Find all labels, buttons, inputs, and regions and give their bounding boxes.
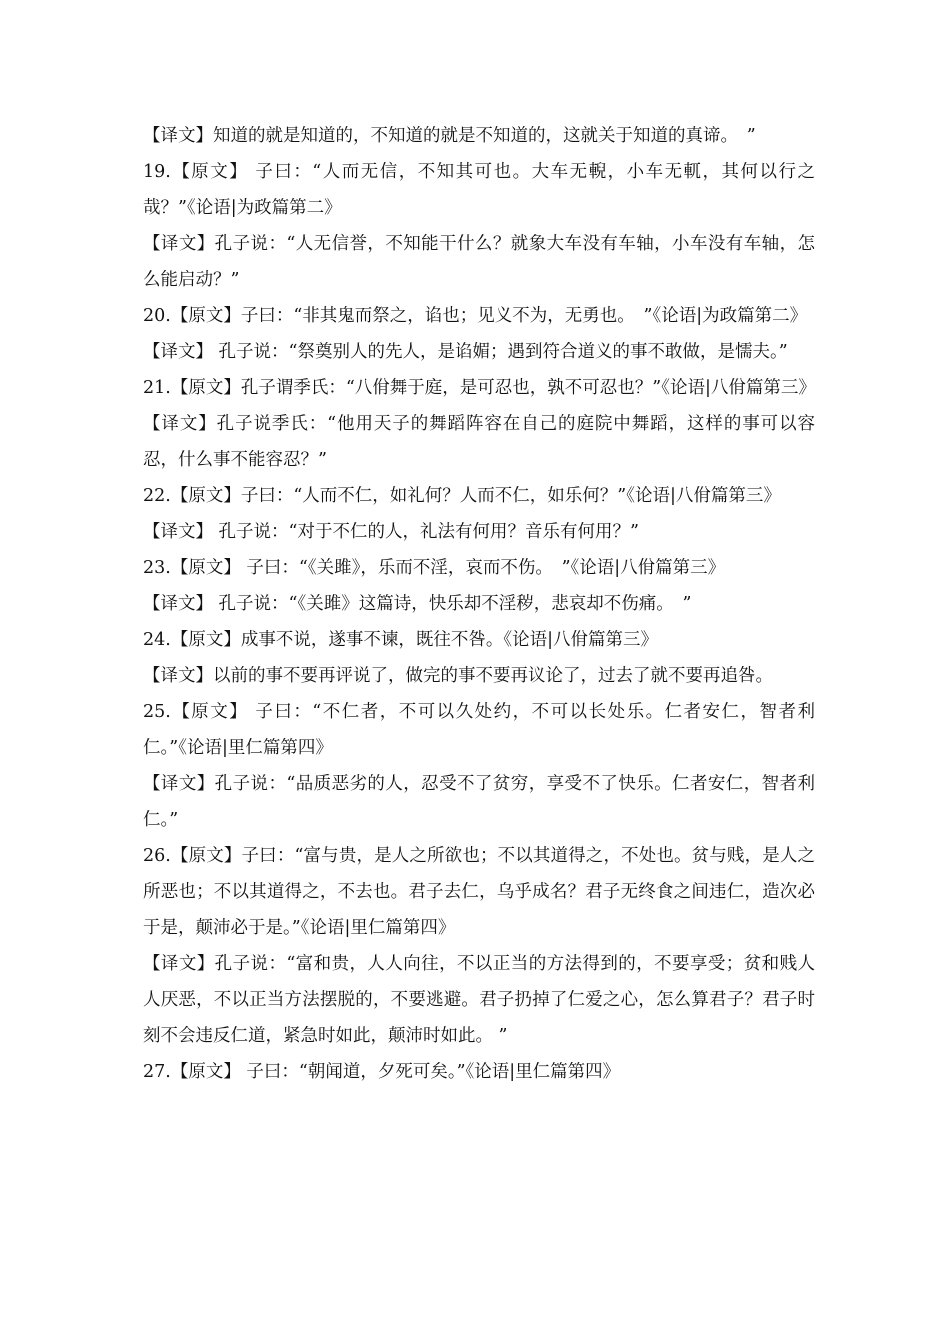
original-paragraph-27: 27.【原文】 子曰：“朝闻道，夕死可矣。”《论语|里仁篇第四》 [143,1062,621,1082]
original-paragraph-20: 20.【原文】子曰：“非其鬼而祭之，谄也；见义不为，无勇也。 ”《论语|为政篇第二》 [143,306,808,326]
original-paragraph-25: 25.【原文】 子曰：“不仁者，不可以久处约，不可以长处乐。仁者安仁，智者利仁。”《论语|里仁篇第四》 [143,702,815,758]
original-paragraph-19: 19.【原文】 子曰：“人而无信，不知其可也。大车无輗，小车无軏，其何以行之哉？”《论语|为政篇第二》 [143,162,815,218]
original-paragraph-23: 23.【原文】 子曰：“《关雎》，乐而不淫，哀而不伤。 ”《论语|八佾篇第三》 [143,558,726,578]
translation-paragraph-22: 【译文】 孔子说：“对于不仁的人，礼法有何用？音乐有何用？” [143,522,639,542]
translation-paragraph-18: 【译文】知道的就是知道的，不知道的就是不知道的，这就关于知道的真谛。 ” [143,126,756,146]
translation-paragraph-26: 【译文】孔子说：“富和贵，人人向往，不以正当的方法得到的，不要享受；贫和贱人人厌恶，不以正当方法摆脱的，不要逃避。君子扔掉了仁爱之心，怎么算君子？君子时刻不会违反仁道，紧急时如此，颠沛时如此。 ” [143,954,815,1046]
translation-paragraph-19: 【译文】孔子说：“人无信誉，不知能干什么？就象大车没有车轴，小车没有车轴，怎么能启动？” [143,234,815,290]
original-paragraph-21: 21.【原文】孔子谓季氏：“八佾舞于庭，是可忍也，孰不可忍也？”《论语|八佾篇第三》 [143,378,816,398]
original-paragraph-24: 24.【原文】成事不说，遂事不谏，既往不咎。《论语|八佾篇第三》 [143,630,658,650]
translation-paragraph-20: 【译文】 孔子说：“祭奠别人的先人，是谄媚；遇到符合道义的事不敢做，是懦夫。” [143,342,788,362]
original-paragraph-22: 22.【原文】子曰：“人而不仁，如礼何？人而不仁，如乐何？”《论语|八佾篇第三》 [143,486,781,506]
original-paragraph-26: 26.【原文】子曰：“富与贵，是人之所欲也；不以其道得之，不处也。贫与贱，是人之所恶也；不以其道得之，不去也。君子去仁，乌乎成名？君子无终食之间违仁，造次必于是，颠沛必于是。”《论语|里仁篇第四》 [143,846,815,938]
translation-paragraph-25: 【译文】孔子说：“品质恶劣的人，忍受不了贫穷，享受不了快乐。仁者安仁，智者利仁。” [143,774,815,830]
translation-paragraph-24: 【译文】以前的事不要再评说了，做完的事不要再议论了，过去了就不要再追咎。 [143,666,773,686]
translation-paragraph-21: 【译文】孔子说季氏：“他用天子的舞蹈阵容在自己的庭院中舞蹈，这样的事可以容忍，什么事不能容忍？” [143,414,815,470]
translation-paragraph-23: 【译文】 孔子说：“《关雎》这篇诗，快乐却不淫秽，悲哀却不伤痛。 ” [143,594,692,614]
document-page [143,118,815,1090]
